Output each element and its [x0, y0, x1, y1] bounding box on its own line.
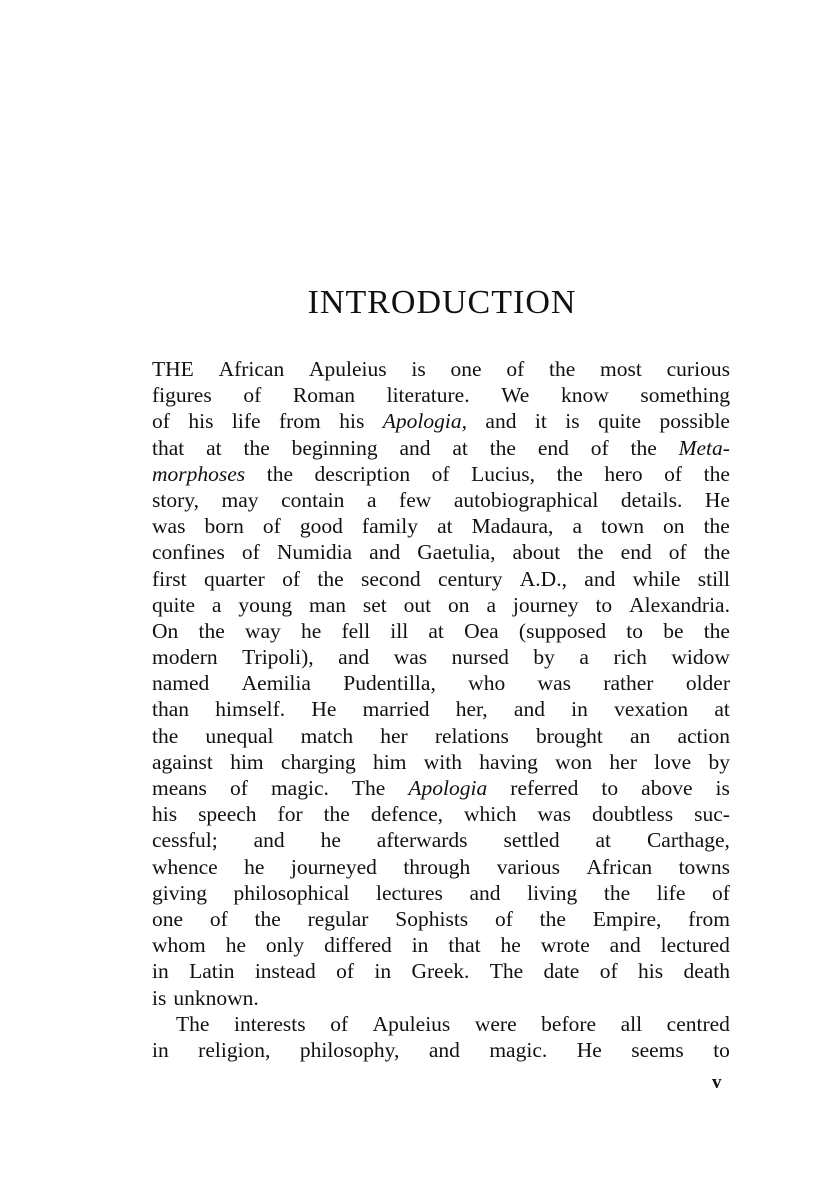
- word: end: [620, 540, 652, 565]
- word: his: [339, 409, 365, 434]
- word: settled: [503, 828, 560, 853]
- word: life: [656, 880, 686, 905]
- page-number: v: [712, 1072, 722, 1093]
- text-line: [152, 1037, 730, 1063]
- word: of: [664, 461, 683, 486]
- word: of: [431, 461, 450, 486]
- word: and: [513, 697, 545, 722]
- word: magic.: [270, 776, 329, 800]
- word: Gaetulia,: [417, 540, 496, 565]
- word: on: [448, 592, 470, 617]
- word: We: [501, 383, 530, 408]
- word: a: [211, 592, 222, 617]
- word: with: [423, 749, 463, 774]
- word: Sophists: [395, 906, 469, 931]
- word: On: [152, 618, 179, 643]
- word: The: [176, 1011, 210, 1036]
- word: differed: [324, 933, 392, 958]
- word: the: [323, 802, 350, 827]
- text-line: [152, 1011, 730, 1037]
- word: which: [464, 802, 517, 827]
- word: referred: [510, 776, 579, 800]
- text-line: [152, 356, 730, 382]
- word: in: [152, 1037, 169, 1062]
- word: and: [253, 828, 285, 853]
- word: of: [506, 357, 525, 381]
- word: possible: [659, 409, 730, 434]
- word: by: [533, 645, 555, 670]
- word: still: [697, 566, 730, 591]
- text-line: [152, 382, 730, 408]
- word: having: [479, 749, 538, 774]
- word: religion,: [198, 1037, 271, 1062]
- word: He: [704, 487, 730, 512]
- word: magic.: [489, 1037, 548, 1062]
- word: at: [595, 828, 612, 853]
- text-line: [152, 880, 730, 906]
- word: widow: [671, 645, 730, 670]
- word: THE: [152, 357, 194, 381]
- word: to: [713, 1037, 730, 1062]
- word: the: [603, 880, 631, 905]
- word: speech: [198, 802, 257, 827]
- word: first: [152, 566, 187, 591]
- word: of: [590, 435, 609, 460]
- word: who: [468, 671, 506, 696]
- word: doubtless: [591, 802, 674, 827]
- word: of: [668, 540, 687, 565]
- word: vexation: [614, 697, 689, 722]
- word: Apuleius: [372, 1011, 451, 1036]
- word: her: [609, 749, 637, 774]
- text-line: [152, 513, 730, 539]
- word: towns: [678, 854, 730, 879]
- word: unequal: [205, 723, 274, 748]
- word: literature.: [386, 383, 470, 408]
- word: he: [300, 618, 322, 643]
- word: centred: [666, 1011, 730, 1036]
- word: the: [254, 906, 281, 931]
- word: that: [448, 933, 481, 958]
- word: is: [565, 409, 580, 434]
- word: Roman: [292, 383, 355, 408]
- word: and: [609, 933, 641, 958]
- word: something: [640, 383, 730, 408]
- word: and: [485, 409, 517, 434]
- word: the: [539, 906, 566, 931]
- word: Lucius,: [471, 461, 536, 486]
- word: African: [586, 854, 653, 879]
- word: himself.: [215, 697, 286, 722]
- word: Carthage,: [646, 828, 730, 853]
- word: regular: [307, 906, 369, 931]
- word: were: [474, 1011, 517, 1036]
- word: to: [601, 776, 619, 800]
- word: set: [362, 592, 387, 617]
- word: quite: [598, 409, 642, 434]
- word: he: [320, 828, 341, 853]
- word: his: [152, 802, 178, 827]
- word: the: [630, 435, 657, 460]
- word: while: [632, 566, 681, 591]
- text-line: [152, 985, 730, 1011]
- word: a: [486, 592, 496, 617]
- word: married: [362, 697, 430, 722]
- word: and: [469, 880, 501, 905]
- word: of: [336, 959, 355, 984]
- word: fell: [341, 618, 371, 643]
- word: Aemilia: [241, 671, 311, 696]
- text-line: [152, 618, 730, 644]
- word: man: [308, 592, 346, 617]
- word: details.: [620, 487, 683, 512]
- word: her,: [455, 697, 488, 722]
- word: his: [188, 409, 214, 434]
- word: The: [489, 959, 524, 984]
- text-line: [152, 435, 730, 461]
- word: older: [685, 671, 730, 696]
- word: giving: [152, 880, 207, 905]
- word: in: [411, 933, 429, 958]
- word: be: [663, 618, 684, 643]
- text-line: [152, 461, 730, 487]
- body-text: [152, 356, 730, 1063]
- word: afterwards: [376, 828, 468, 853]
- word: an: [630, 723, 651, 748]
- word: and: [399, 435, 431, 460]
- word: to: [595, 592, 613, 617]
- word: may: [221, 487, 259, 512]
- word: most: [600, 357, 642, 381]
- word: journey: [512, 592, 579, 617]
- word: quite: [152, 592, 195, 617]
- word: interests: [233, 1011, 306, 1036]
- word: one: [152, 906, 184, 931]
- word: love: [654, 749, 692, 774]
- text-line: [152, 644, 730, 670]
- word: won: [555, 749, 593, 774]
- word: (supposed: [518, 618, 607, 643]
- word: in: [152, 959, 169, 984]
- text-line: [152, 487, 730, 513]
- word: through: [403, 854, 471, 879]
- word: He: [576, 1037, 602, 1062]
- text-line: [152, 592, 730, 618]
- word: instead: [254, 959, 316, 984]
- word: ill: [390, 618, 409, 643]
- word: philosophical: [233, 880, 350, 905]
- word: wrote: [540, 933, 590, 958]
- word: on: [663, 514, 685, 539]
- word: the: [489, 435, 516, 460]
- word: a: [366, 487, 377, 512]
- word: at: [428, 618, 444, 643]
- word: date: [543, 959, 580, 984]
- word: Pudentilla,: [343, 671, 436, 696]
- word: before: [541, 1011, 597, 1036]
- word: end: [537, 435, 569, 460]
- word: was: [537, 802, 571, 827]
- word: Greek.: [411, 959, 470, 984]
- word: young: [238, 592, 293, 617]
- word: curious: [666, 357, 730, 381]
- word: about: [512, 540, 561, 565]
- text-line: [152, 827, 730, 853]
- word: to: [626, 618, 644, 643]
- word: named: [152, 671, 210, 696]
- word: of: [282, 566, 301, 591]
- word: nursed: [451, 645, 509, 670]
- word: at: [714, 697, 730, 722]
- word: of: [599, 959, 618, 984]
- word: out: [403, 592, 432, 617]
- word: rather: [603, 671, 654, 696]
- text-line: [152, 801, 730, 827]
- page-title: INTRODUCTION: [307, 284, 577, 321]
- word: Meta-: [678, 435, 730, 460]
- word: is: [715, 776, 730, 800]
- word: hero: [604, 461, 643, 486]
- word: action: [677, 723, 730, 748]
- word: Alexandria.: [629, 592, 730, 617]
- word: a: [572, 514, 582, 539]
- text-line: [152, 775, 730, 801]
- word: the: [243, 435, 270, 460]
- word: suc-: [694, 802, 730, 827]
- text-line: [152, 566, 730, 592]
- text-line: [152, 854, 730, 880]
- word: A.D.,: [519, 566, 567, 591]
- word: than: [152, 697, 190, 722]
- word: of: [243, 383, 262, 408]
- text-line: [152, 670, 730, 696]
- word: all: [620, 1011, 643, 1036]
- word: the: [703, 461, 730, 486]
- word: town: [601, 514, 645, 539]
- word: whence: [152, 854, 218, 879]
- word: death: [683, 959, 730, 984]
- word: of: [209, 906, 228, 931]
- word: was: [393, 645, 428, 670]
- text-line: [152, 723, 730, 749]
- word: of: [330, 1011, 349, 1036]
- word: the: [152, 723, 179, 748]
- word: the: [703, 540, 730, 565]
- word: above: [641, 776, 693, 800]
- word: of: [711, 880, 730, 905]
- word: the: [549, 357, 576, 381]
- word: from: [278, 409, 321, 434]
- word: at: [452, 435, 468, 460]
- word: quarter: [203, 566, 265, 591]
- word: the: [266, 461, 293, 486]
- word: Apologia,: [382, 409, 467, 434]
- word: and: [584, 566, 616, 591]
- word: seems: [631, 1037, 684, 1062]
- word: autobiographical: [453, 487, 599, 512]
- word: modern: [152, 645, 218, 670]
- word: was: [537, 671, 571, 696]
- word: Madaura,: [471, 514, 554, 539]
- word: whom: [152, 933, 206, 958]
- word: Latin: [189, 959, 235, 984]
- word: living: [527, 880, 578, 905]
- word: second: [360, 566, 421, 591]
- text-line: [152, 696, 730, 722]
- word: the: [703, 514, 730, 539]
- word: only: [265, 933, 305, 958]
- word: African: [218, 357, 285, 381]
- word: him: [230, 749, 264, 774]
- word: him: [373, 749, 407, 774]
- text-line: [152, 958, 730, 984]
- word: charging: [280, 749, 356, 774]
- word: good: [299, 514, 343, 539]
- word: the: [317, 566, 344, 591]
- word: of: [229, 776, 248, 800]
- word: confines: [152, 540, 225, 565]
- word: the: [703, 618, 730, 643]
- word: match: [300, 723, 354, 748]
- word: at: [206, 435, 222, 460]
- word: in: [571, 697, 588, 722]
- word: by: [708, 749, 730, 774]
- word: he: [244, 854, 265, 879]
- word: rich: [613, 645, 647, 670]
- word: Apologia: [408, 776, 488, 800]
- word: Numidia: [276, 540, 353, 565]
- word: various: [496, 854, 560, 879]
- word: his: [637, 959, 664, 984]
- word: Tripoli),: [242, 645, 314, 670]
- word: beginning: [291, 435, 378, 460]
- word: from: [688, 906, 730, 931]
- word: of: [152, 409, 170, 434]
- word: the: [556, 461, 583, 486]
- word: and: [338, 645, 370, 670]
- word: a: [579, 645, 589, 670]
- word: Apuleius: [308, 357, 387, 381]
- word: lectures: [376, 880, 443, 905]
- word: journeyed: [290, 854, 377, 879]
- word: of: [494, 906, 513, 931]
- word: in: [374, 959, 392, 984]
- word: he: [225, 933, 246, 958]
- word: is: [411, 357, 426, 381]
- word: defence,: [370, 802, 444, 827]
- word: is: [152, 985, 167, 1010]
- text-line: [152, 749, 730, 775]
- word: know: [560, 383, 609, 408]
- text-line: [152, 906, 730, 932]
- word: lectured: [660, 933, 730, 958]
- word: for: [277, 802, 303, 827]
- word: figures: [152, 383, 212, 408]
- word: He: [311, 697, 337, 722]
- word: cessful;: [152, 828, 218, 853]
- word: and: [428, 1037, 460, 1062]
- word: life: [231, 409, 261, 434]
- word: way: [244, 618, 281, 643]
- word: the: [577, 540, 604, 565]
- text-line: [152, 408, 730, 434]
- word: century: [438, 566, 503, 591]
- word: story,: [152, 487, 199, 512]
- word: few: [399, 487, 432, 512]
- word: description: [314, 461, 411, 486]
- word: it: [534, 409, 547, 434]
- word: unknown.: [173, 985, 259, 1010]
- word: of: [262, 514, 281, 539]
- word: and: [369, 540, 401, 565]
- text-line: [152, 932, 730, 958]
- word: Oea: [464, 618, 499, 643]
- word: that: [152, 435, 185, 460]
- word: of: [241, 540, 260, 565]
- word: one: [450, 357, 482, 381]
- word: contain: [281, 487, 345, 512]
- word: relations: [434, 723, 509, 748]
- word: Empire,: [592, 906, 662, 931]
- word: philosophy,: [299, 1037, 400, 1062]
- word: was: [152, 514, 186, 539]
- word: born: [204, 514, 244, 539]
- word: he: [500, 933, 521, 958]
- word: the: [198, 618, 225, 643]
- word: brought: [536, 723, 603, 748]
- word: her: [380, 723, 408, 748]
- text-line: [152, 539, 730, 565]
- word: family: [361, 514, 419, 539]
- word: The: [351, 776, 386, 800]
- word: at: [437, 514, 453, 539]
- word: against: [152, 749, 213, 774]
- word: means: [152, 776, 207, 800]
- word: morphoses: [152, 461, 246, 486]
